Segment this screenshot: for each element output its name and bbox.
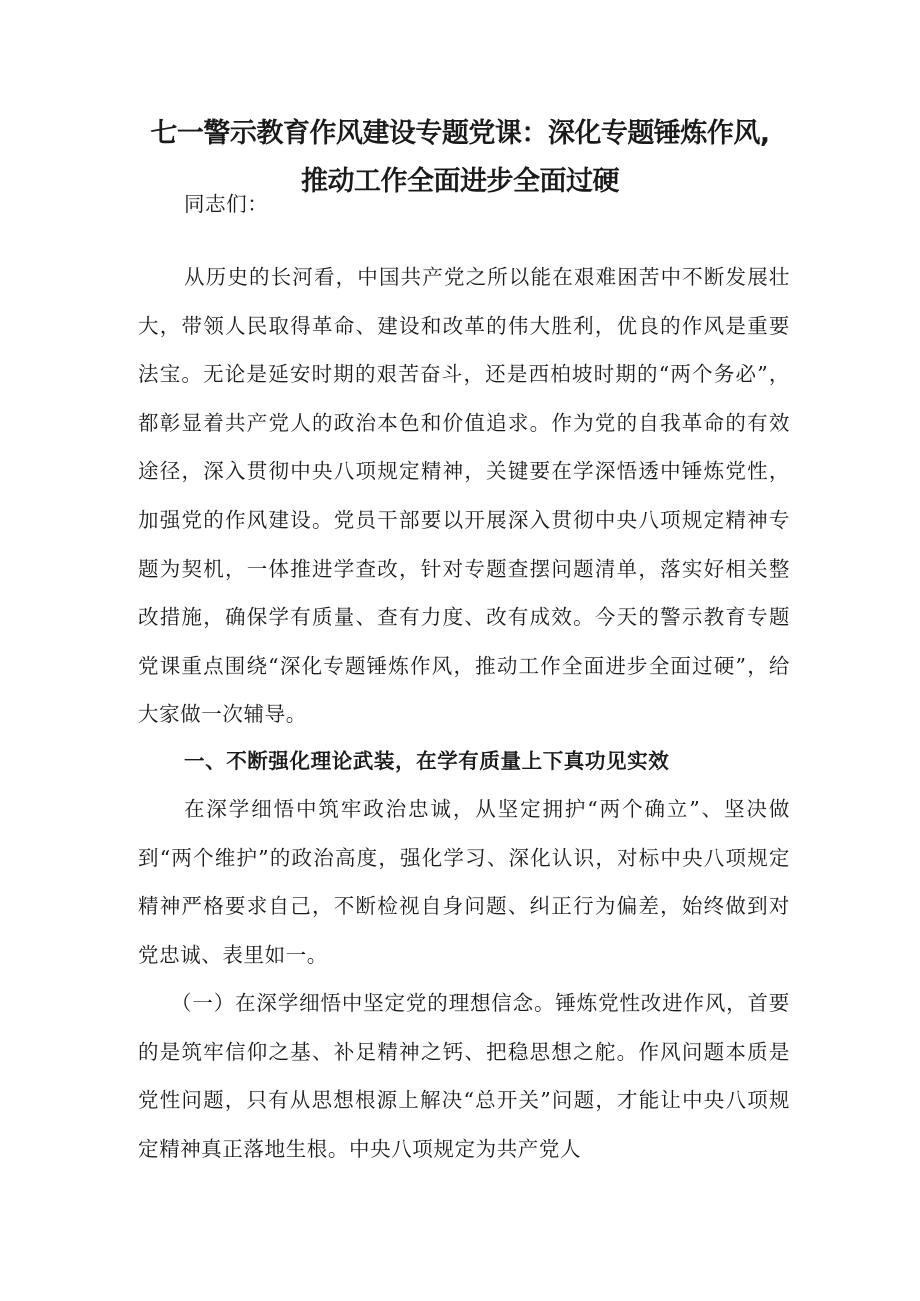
section-heading-1: 一、不断强化理论武装，在学有质量上下真功见实效	[184, 749, 670, 773]
subsection-1-paragraph: （一）在深学细悟中坚定党的理想信念。锤炼党性改进作风，首要的是筑牢信仰之基、补足精神之钙、把稳思想之舵。作风问题本质是党性问题，只有从思想根源上解决“总开关”问题，才能让中央八项规定精神真正落地生根。中央八项规定为共产党人	[138, 991, 790, 1161]
title-line-1: 七一警示教育作风建设专题党课：深化专题锤炼作风,	[150, 118, 770, 149]
section-1-paragraph: 在深学细悟中筑牢政治忠诚，从坚定拥护“两个确立”、坚决做到“两个维护”的政治高度，强化学习、深化认识，对标中央八项规定精神严格要求自己，不断检视自身问题、纠正行为偏差，始终做到对党忠诚、表里如一。	[138, 797, 790, 967]
title-line-2: 推动工作全面进步全面过硬	[301, 166, 619, 197]
greeting: 同志们：	[184, 192, 269, 216]
intro-paragraph: 从历史的长河看，中国共产党之所以能在艰难困苦中不断发展壮大，带领人民取得革命、建设和改革的伟大胜利，优良的作风是重要法宝。无论是延安时期的艰苦奋斗，还是西柏坡时期的“两个务必”，都彰显着共产党人的政治本色和价值追求。作为党的自我革命的有效途径，深入贯彻中央八项规定精神，关键要在学深悟透中锤炼党性，加强党的作风建设。党员干部要以开展深入贯彻中央八项规定精神专题为契机，一体推进学查改，针对专题查摆问题清单，落实好相关整改措施，确保学有质量、查有力度、改有成效。今天的警示教育专题党课重点围绕“深化专题锤炼作风，推动工作全面进步全面过硬”，给大家做一次辅导。	[138, 265, 790, 727]
